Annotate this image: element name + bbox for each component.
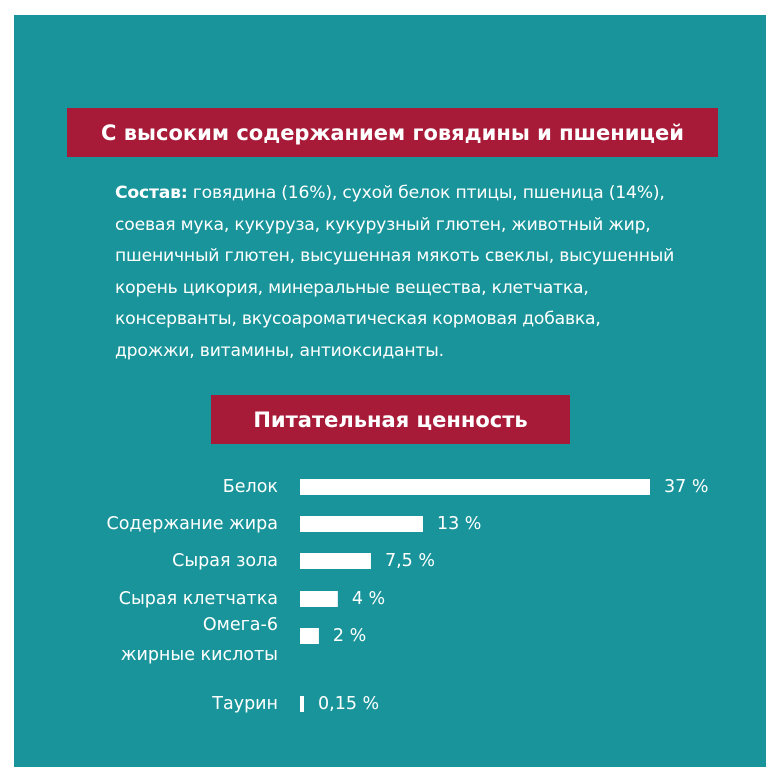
value-label-1: 13 % [436, 514, 482, 534]
category-label-0: Белок [222, 477, 278, 497]
bar-3 [300, 591, 338, 607]
bar-1 [300, 516, 423, 532]
product-info-panel [14, 15, 766, 767]
bar-0 [300, 479, 650, 495]
category-label-4-0: Омега-6 [202, 615, 278, 635]
category-label-3: Сырая клетчатка [118, 589, 278, 609]
category-label-4-1: жирные кислоты [120, 645, 278, 665]
nutrition-bar-chart [14, 15, 766, 767]
composition-label: Состав: [115, 183, 188, 203]
value-label-0: 37 % [664, 477, 709, 497]
value-label-4: 2 % [332, 626, 367, 646]
bar-2 [300, 553, 371, 569]
value-label-2: 7,5 % [384, 551, 435, 571]
title-text: С высоким содержанием говядины и пшеницей [101, 120, 684, 145]
category-label-5: Таурин [212, 694, 278, 714]
value-label-5: 0,15 % [318, 694, 380, 714]
bar-5 [300, 696, 304, 712]
category-label-2: Сырая зола [172, 551, 278, 571]
bar-4 [300, 628, 319, 644]
composition-body: говядина (16%), сухой белок птицы, пшеница (14%), соевая мука, кукуруза, кукурузный глютен, животный жир, пшеничный глютен, высушенная мякоть свеклы, высушенный корень цикория, минеральные вещества, клетчатка, консерванты, вкусоароматическая кормовая добавка, дрожжи, витамины, антиоксиданты. [115, 183, 675, 361]
category-label-1: Содержание жира [106, 514, 278, 534]
value-label-3: 4 % [351, 589, 386, 609]
nutrition-title: Питательная ценность [253, 407, 528, 432]
